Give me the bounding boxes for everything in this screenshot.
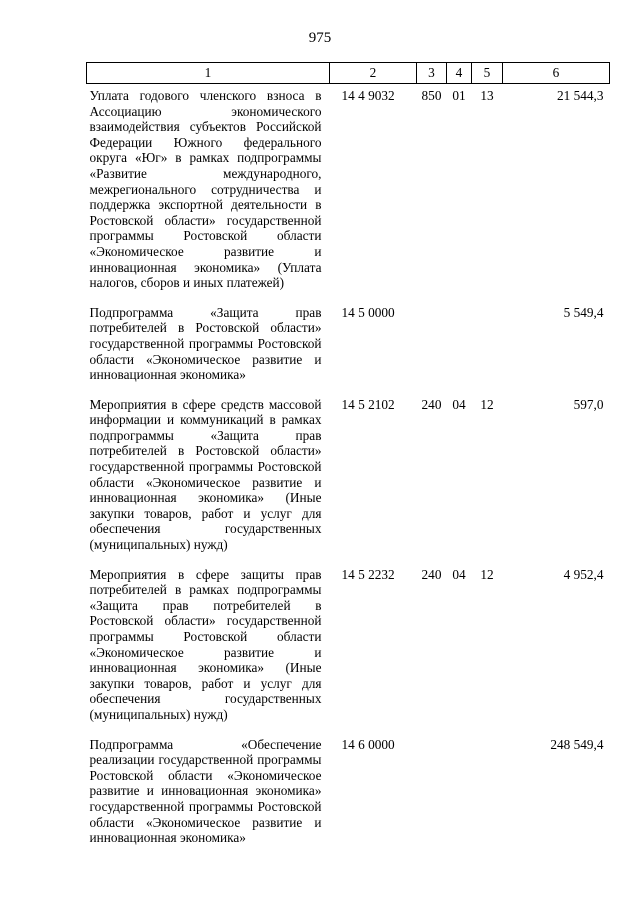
row-amount: 5 549,4 xyxy=(563,304,604,320)
table-row xyxy=(87,305,610,397)
row-name: Подпрограмма «Защита прав потребителей в Ростовской области» государственной программы Ростовской области «Экономическое развитие и инновационная экономика» xyxy=(89,304,322,383)
row-section: 04 xyxy=(452,396,466,412)
row-subsection xyxy=(472,305,503,397)
row-target-article-code: 14 4 9032 xyxy=(341,88,395,103)
page-number: 975 xyxy=(308,30,332,46)
header-col-4: 4 xyxy=(447,63,472,84)
row-expense-type xyxy=(417,305,447,397)
header-row xyxy=(87,63,610,84)
row-target-article-code: 14 5 0000 xyxy=(341,304,395,320)
row-section: 04 xyxy=(452,566,466,582)
budget-table xyxy=(86,62,610,860)
table-row xyxy=(87,737,610,860)
row-subsection: 13 xyxy=(480,88,494,103)
row-name: Мероприятия в сфере средств массовой информации и коммуникаций в рамках подпрограммы «Защита прав потребителей в Ростовской области» государственной программы Ростовской области «Экономическое развитие и инновационная экономика» (Иные закупки товаров, работ и услуг для обеспечения государственных (муниципальных) нужд) xyxy=(89,396,322,553)
table-header xyxy=(87,63,610,84)
row-section xyxy=(447,305,472,397)
row-subsection: 12 xyxy=(480,566,494,582)
row-name: Подпрограмма «Обеспечение реализации государственной программы Ростовской области «Экономическое развитие и инновационная экономика» государственной программы Ростовской области «Экономическое развитие и инновационная экономика» xyxy=(89,736,322,846)
row-section: 01 xyxy=(452,88,466,103)
row-expense-type: 240 xyxy=(421,566,442,582)
table-row xyxy=(87,567,610,737)
row-amount: 4 952,4 xyxy=(563,566,604,582)
row-amount: 597,0 xyxy=(573,396,604,412)
table-body xyxy=(87,84,610,860)
row-subsection xyxy=(472,737,503,860)
row-amount: 21 544,3 xyxy=(556,88,604,103)
row-name: Мероприятия в сфере защиты прав потребителей в рамках подпрограммы «Защита прав потребителей в Ростовской области» государственной программы Ростовской области «Экономическое развитие и инновационная экономика» (Иные закупки товаров, работ и услуг для обеспечения государственных (муниципальных) нужд) xyxy=(89,566,322,722)
header-col-5: 5 xyxy=(472,63,503,84)
row-section xyxy=(447,737,472,860)
header-col-3: 3 xyxy=(417,63,447,84)
row-target-article-code: 14 6 0000 xyxy=(341,736,395,752)
row-expense-type: 240 xyxy=(421,396,442,412)
row-subsection: 12 xyxy=(480,396,494,412)
row-target-article-code: 14 5 2232 xyxy=(341,566,395,582)
row-expense-type xyxy=(417,737,447,860)
header-col-6: 6 xyxy=(503,63,610,84)
header-col-1: 1 xyxy=(87,63,330,84)
table-row xyxy=(87,84,610,305)
row-amount: 248 549,4 xyxy=(550,736,604,752)
table-row xyxy=(87,397,610,567)
row-target-article-code: 14 5 2102 xyxy=(341,396,395,412)
row-expense-type: 850 xyxy=(421,88,442,103)
row-name: Уплата годового членского взноса в Ассоциацию экономического взаимодействия субъектов Российской Федерации Южного федерального округа «Юг» в рамках подпрограммы «Развитие международного, межрегионального сотрудничества и поддержка экспортной деятельности в Ростовской области» государственной программы Ростовской области «Экономическое развитие и инновационная экономика» (Уплата налогов, сборов и иных платежей) xyxy=(89,88,322,291)
header-col-2: 2 xyxy=(330,63,417,84)
